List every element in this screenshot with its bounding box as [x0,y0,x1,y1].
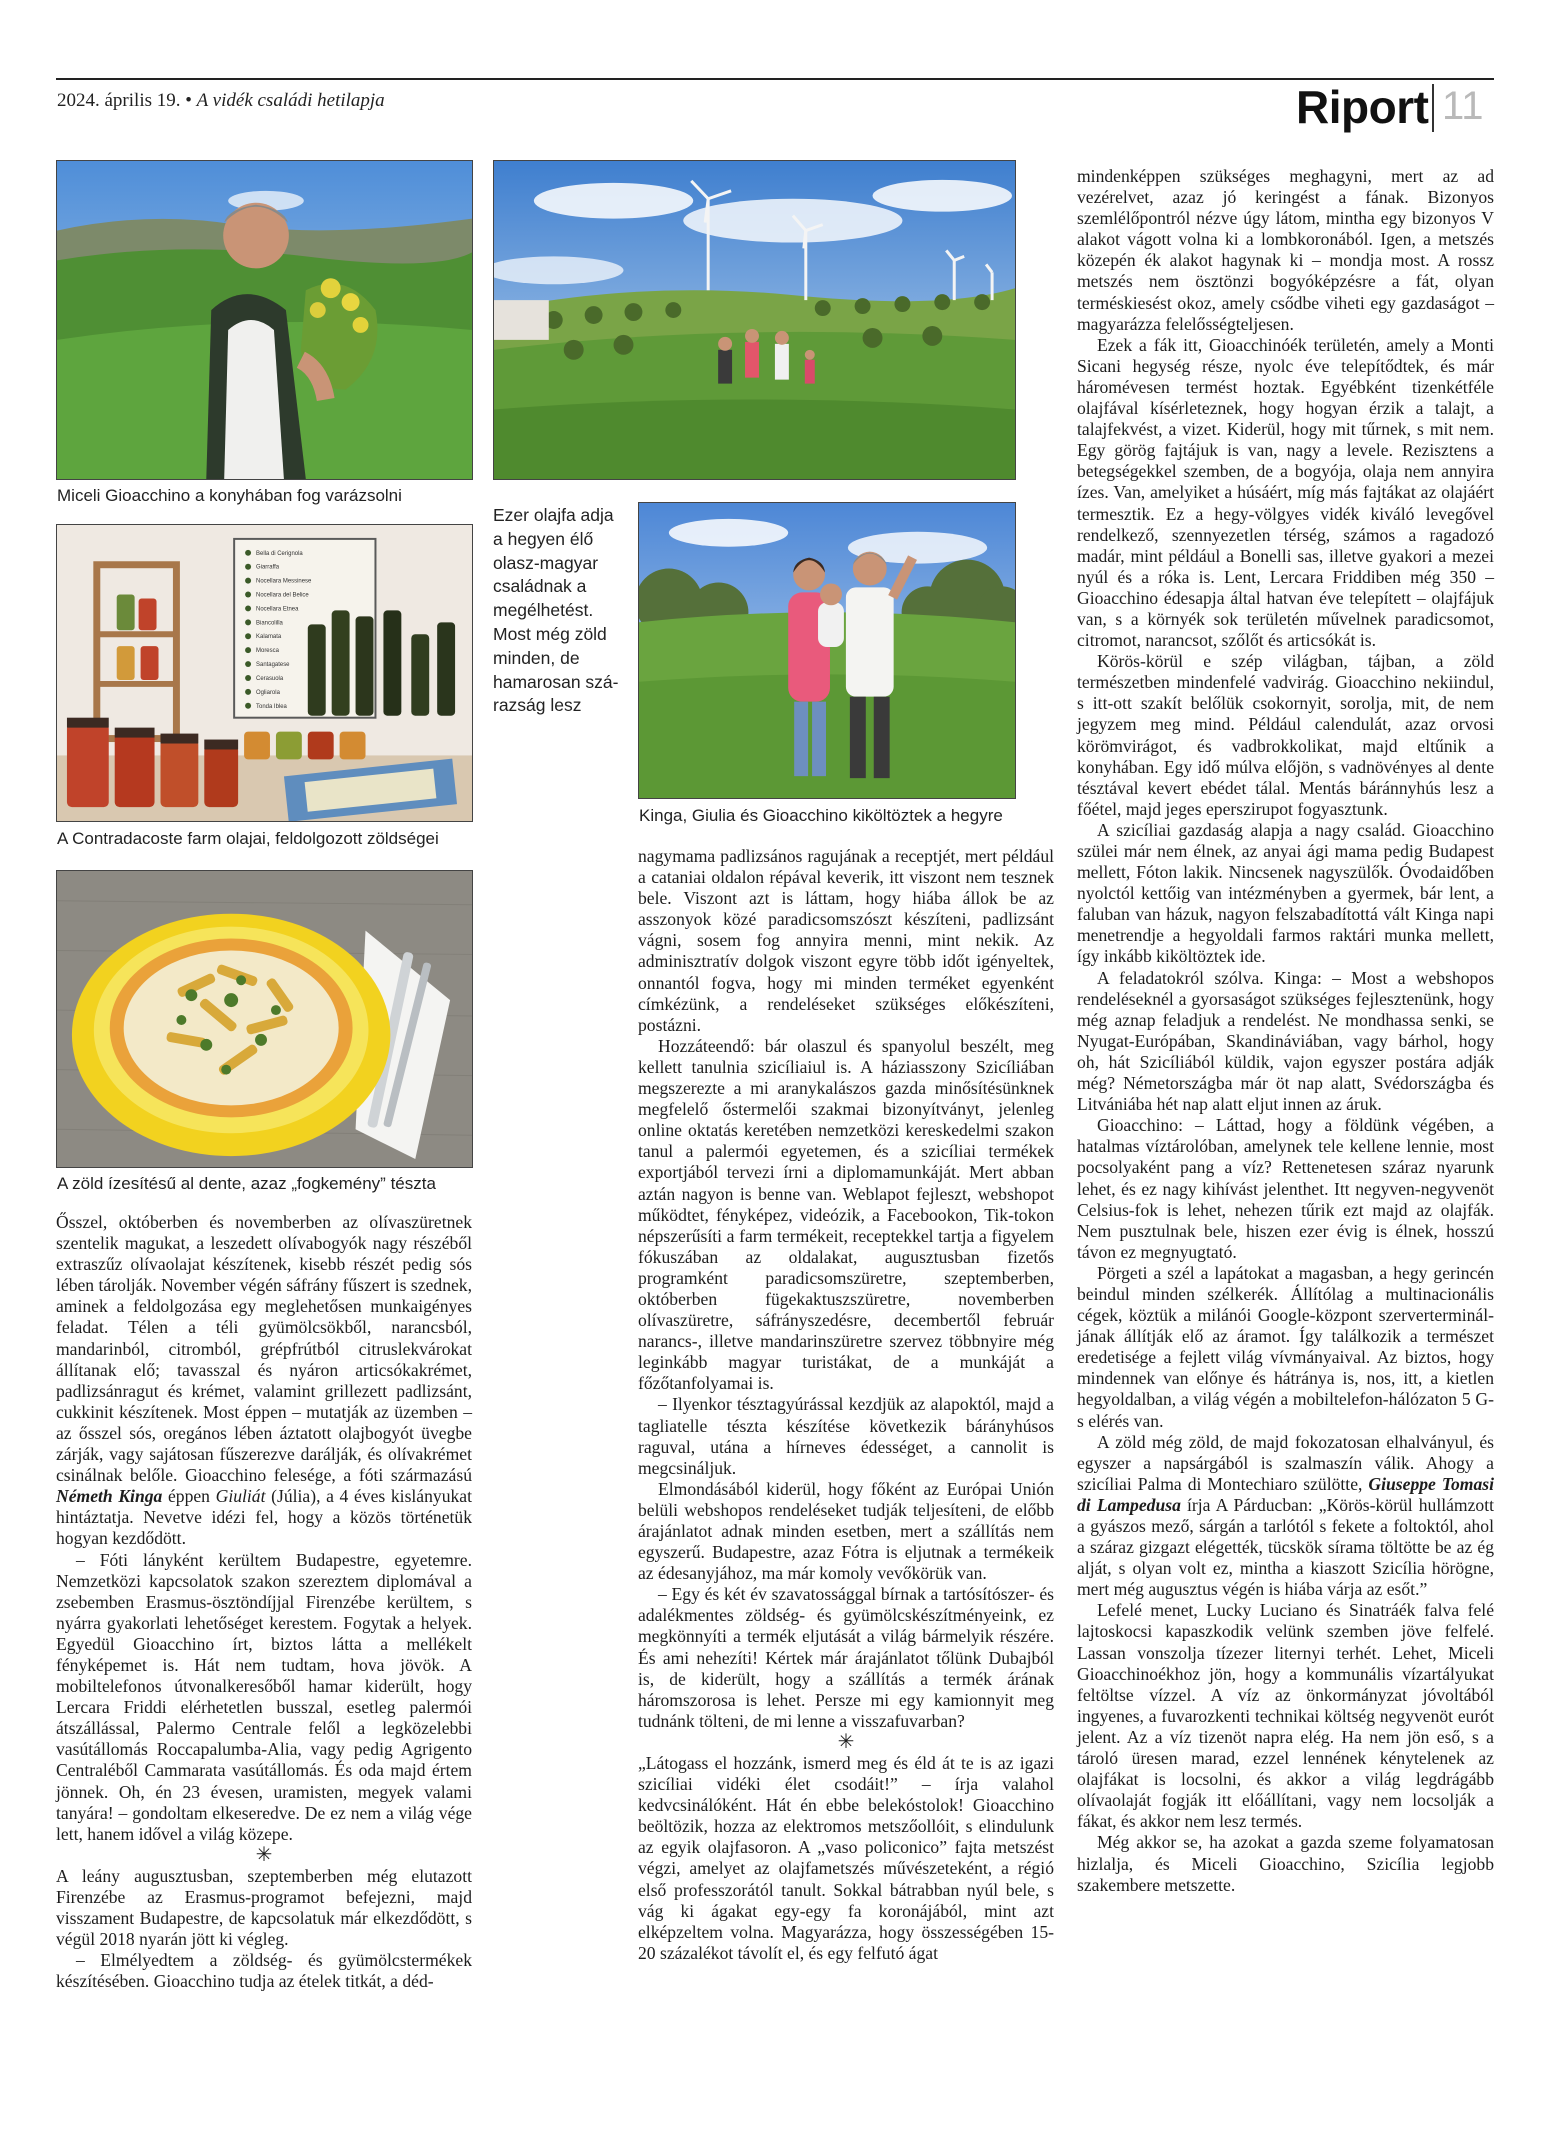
paragraph: Lefelé menet, Lucky Luciano és Sinatráék falva felé lajtoskocsi kapaszkodik velünk szemben jöve felfelé. Lassan vonszolja tízezer liternyi terhét. Lehet, Miceli Gioacchinoékhoz jön, hogy a kommunális vízartályukat feltöltse vízzel. A víz az önkormányzat jóvoltából ingyenes, a fuvarozkenti technikai költség negyvenöt eurót jelent. Az a víz tizenöt napra elég. Ha nem jön eső, s a tároló üresen marad, ezzel lennének kénytelenek az olajfákat is locsolni, és akkor a világ legdrágább olívaolaját fogják itt előállítani, vagy nem locsolják a fákat, és akkor nem lesz termés. [1077,1600,1494,1832]
article-column-3 [1077,166,1494,1896]
paragraph: A feladatokról szólva. Kinga: – Most a webshopos rendeléseknél a gyorsaságot szükséges fejlesztenünk, hogy még aznap feladjuk a rendelést. Ne mondhassa senki, se Nyugat-Európában, Skandináviában, vagy bárhol, hogy oh, hát Szicíliából küldik, vajon egyszer postára adják még? Németországba már öt nap alatt, Svédországba és Litvániába hét nap alatt eljut innen az áruk. [1077,967,1494,1115]
paragraph: Még akkor se, ha azokat a gazda szeme folyamatosan hizlalja, és Miceli Gioacchino, Szicília legjobb szakembere metszette. [1077,1832,1494,1895]
header-rule [56,78,1494,80]
page-number: 11 [1442,84,1484,128]
shelf-label: Cerasuola [256,675,284,682]
paragraph: Elmondásából kiderül, hogy főként az Európai Unión belüli webshopos rendeléseket tudják teljesíteni, de előbb árajánlatot adnak minden esetben, mert a szállítás nem egyszerű. Budapestre, azaz Fótra is eljutnak a termékeik az édesanyjához, ma már komoly vevőkörük van. [638,1478,1054,1584]
photo-green-pasta [56,870,473,1168]
issue-date: 2024. április 19. [57,90,181,111]
paragraph: Körös-körül e szép világban, tájban, a zöld természetben mindenfelé vadvirág. Gioacchino nekiindul, s itt-ott szakít belőlük csokornyit, sorolja, mit, de nem jegyzem meg mind. Például calendulát, azaz orvosi körömvirágot, és vadbrokkolikat, majd eltűnik a konyhában. Egy idő múlva előjön, s vadnövényes al dente tésztával kevert ebédet tálal. Mentás báránnyhús lesz a főétel, majd jeges eperszirupot fogyasztunk. [1077,651,1494,819]
section-divider: ✳ [837,1730,855,1753]
photo-farm-products [56,524,473,822]
publication-name: A vidék családi hetilapja [196,90,385,111]
section-divider: ✳ [255,1843,273,1866]
shelf-label: Giarraffa [256,564,280,571]
caption-photo-1: Miceli Gioacchino a konyhában fog varázsolni [57,486,402,505]
person-name: Giuseppe Tomasi di Lampedusa [1077,1473,1494,1515]
article-column-1 [56,1212,472,1992]
caption-photo-3: A zöld ízesítésű al dente, azaz „fogkemény” tészta [57,1174,436,1193]
paragraph: – Elmélyedtem a zöldség- és gyümölcstermékek készítésében. Gioacchino tudja az ételek titkát, a déd- [56,1950,472,1992]
shelf-label: Biancolilla [256,620,283,627]
photo-man-with-greens [56,160,473,480]
shelf-label: Nocellara del Belice [256,592,309,599]
paragraph: Pörgeti a szél a lapátokat a magasban, a hegy gerincén beindul minden szélkerék. Állítólag a multinacionális cégek, köztük a milánói Google-központ szervertermináljának állítják elő az áramot. Így találkozik a természet eredetisége a fejlett világ vívmányaival. Az biztos, hogy mindennek van előnye és hátránya is, nos, itt, a kietlen hegyoldalban, a világ végén a mobiltelefon-hálózaton 5 G-s elérés van. [1077,1262,1494,1431]
paragraph: „Látogass el hozzánk, ismerd meg és éld át te is az igazi szicíliai vidéki élet csodáit!” – írja valahol kedvcsinálóként. Hát én ebbe belekóstolok! Gioacchino beöltözik, hozza az elektromos metszőollóit, s elindulunk az egyik olajfasoron. A „vaso policonico” fajta metszést végzi, amelyet az olajfametszés művészeteként, a régió első professzorától tanult. Sokkal bátrabban nyúl bele, s vág ki ágakat egy-egy fa koronájából, mint azt elképzeltem volna. Magyarázza, hogy összességében 15-20 százalékot távolít el, és egy felfutó ágat [638,1752,1054,1963]
paragraph: nagymama padlizsános ragujának a receptjét, mert például a cataniai oldalon répával keverik, itt viszont nem tesznek bele. Viszont azt is láttam, hogy hiába állok be az asszonyok közé paradicsomszószt készíteni, padlizsánt vágni, sosem fog annyira menni, mint nekik. Az adminisztratív dolgok viszont egyre több időt igényeltek, onnantól fogva, hogy mi minden terméket egyenként címkézünk, a rendeléseket szükséges előkészíteni, postázni. [638,846,1054,1035]
side-caption: Ezer olajfa adja a hegyen élő olasz-magyar családnak a megélhetést. Most még zöld minden, de hamarosan szá-razság lesz [493,505,619,716]
shelf-label: Ogliarola [256,689,280,696]
article-column-2 [638,846,1054,1964]
caption-photo-5: Kinga, Giulia és Gioacchino kiköltöztek a hegyre [639,806,1003,825]
paragraph: mindenképpen szükséges meghagyni, mert az ad vezérelvet, azaz jó keringést a fának. Bizonyos szemlélőpontról nézve úgy látom, mintha egy bizonyos V alakot vágott volna ki a lombkoronából. Igen, a metszés közepén ék alakot hagynak ki – mondja most. A rossz metszés nem ösztönzi bogyóképzésre a fát, olyan terméskiesést okoz, amely csődbe viheti egy gazdaságot – magyarázza felelősségteljesen. [1077,166,1494,334]
page-number-divider [1432,84,1434,132]
photo-olive-grove-turbines [493,160,1016,480]
person-name: Németh Kinga [56,1486,163,1507]
paragraph: – Egy és két év szavatossággal bírnak a tartósítószer- és adalékmentes zöldség- és gyümölcskészítményeink, ez megkönnyíti a termék eljutását a világ bármelyik részére. És ami nehezíti! Kértek már árajánlatot tőlünk Dubajból is, de kiderült, hogy a szállítás a termék árának háromszorosa is lehet. Persze mi egy kamionnyit meg tudnánk tölteni, de mi lenne a visszafuvarban? [638,1584,1054,1731]
photo-family [638,502,1016,799]
paragraph: – Ilyenkor tésztagyúrással kezdjük az alapoktól, majd a tagliatelle tészta készítése következik bárányhúsos raguval, utána a hírneves édességet, a cannolit is megcsináljuk. [638,1394,1054,1478]
bullet: • [185,90,192,111]
section-title: Riport [1296,81,1429,133]
shelf-label: Bella di Cerignola [256,550,303,557]
paragraph: A leány augusztusban, szeptemberben még elutazott Firenzébe az Erasmus-programot befejezni, majd visszament Budapestre, de kapcsolatuk már elkezdődött, s végül 2018 nyarán jött ki végleg. [56,1865,472,1950]
shelf-label: Nocellara Messinese [256,578,312,585]
shelf-label: Tonda Iblea [256,703,287,710]
paragraph: Hozzáteendő: bár olaszul és spanyolul beszélt, meg kellett tanulnia szicíliaiul is. A háziasszony Szicíliában megszerezte a mi aranykalászos gazda minősítésünknek megfelelő őstermelői szakmai bizonyítványt, jelenleg online oktatás keretében nemzetközi kereskedelmi szakon tanul a palermói egyetemen, és a szicíliai termékek exportjából tervezi írni a diplomamunkáját. Mert abban aztán nagyon is benne van. Weblapot fejleszt, webshopot működtet, fényképez, videózik, a Facebookon, Tik-tokon népszerűsíti a farm termékeit, receptekkel tartja a figyelem fókuszában az oldalakat, augusztusban fizetős programként paradicsomszüretre, szeptemberben, októberben fügekaktuszszüretre, novemberben olívaszüretre, sáfrányszedésre, decembertől február narancs-, illetve mandarinszüretre szervez többnyire még leginkább magyar turistákat, de a munkáját a főzőtanfolyamai is. [638,1035,1054,1394]
paragraph: – Fóti lányként kerültem Budapestre, egyetemre. Nemzetközi kapcsolatok szakon szereztem diplomával a zsebemben Erasmus-ösztöndíjjal Firenzébe kerültem, s nyárra gyakorlati lehetőséget kerestem. Fogytak a helyek. Egyedül Gioacchino írt, biztos látta a mellékelt fényképemet is. Hát nem tudtam, hova jövök. A mobiltelefonos útvonalkeresőből hamar kiderült, hogy Lercara Friddi elérhetetlen busszal, esetleg palermói átszállással, Palermo Centrale felől a legközelebbi vasútállomás Roccapalumba-Alia, vagy pedig Agrigento Centraléből Cammarata vasútállomás. És oda majd értem jönnek. Oh, én 23 évesen, uramisten, megyek valami tanyára! – gondoltam elkeseredve. De ez nem a világ vége lett, hanem idővel a világ közepe. [56,1549,472,1844]
person-name: Giuliát [215,1486,266,1507]
dateline [57,90,385,112]
paragraph: Ezek a fák itt, Gioacchinóék területén, amely a Monti Sicani hegység része, nyolc éve telepítődtek, és már háromévesen termést hoztak. Egyébként tizenkétféle olajfával kísérleteznek, hogy hogyan érzik a talajt, a talajfekvést, a vizet. Kiderül, hogy mit tűrnek, s mit nem. Egy görög fajtájuk is van, nagy a levele. Rezisztens a betegségekkel szemben, de a bogyója, olaja nem annyira ízes. Van, amelyiket a húsáért, míg más fajtákat az olajáért termesztik. Ez a hegy-völgyes vidék kiváló levegővel rendelkező, szennyezetlen térség, számos a ragadozó madár, mint például a Bonelli sas, illetve gyakori a mezei nyúl és a róka is. Lent, Lercara Friddiben még 350 – Gioacchino édesapja által hatvan éve telepített – olajfájuk van, s a környék sok területén művelnek paradicsomot, citromot, narancsot, szőlőt és articsókát is. [1077,334,1494,651]
paragraph: A szicíliai gazdaság alapja a nagy család. Gioacchino szülei már nem élnek, az anyai ági mama pedig Budapest mellett, Fóton lakik. Nincsenek nagyszülők. Óvodaidőben nyolctól kettőig van intézményben a gyermek, bár lent, a faluban van házuk, nagyon felszabadítottá vált Kinga napi menetrendje a hegyoldali farmos raktári munka mellett, így inkább kiköltöztek ide. [1077,819,1494,967]
shelf-label: Moresca [256,648,279,655]
paragraph: A zöld még zöld, de majd fokozatosan elhalványul, és egyszer a napsárgából is szalmaszín válik. Ahogy a szicíliai Palma di Montechiaro szülötte, Giuseppe Tomasi di Lampedusa írja A Párducban: „Körös-körül hullámzott a gyászos mező, sárgán a tarlótól s fekete a foltoktól, ahol a száraz gizgazt elégették, tücskök sírama töltötte be az ég alját, s olyan volt ez, mintha a kiaszott Szicília hörögne, mert még augusztus végén is hiába várja az esőt.” [1077,1431,1494,1600]
paragraph: Ősszel, októberben és novemberben az olívaszüretnek szentelik magukat, a leszedett olívabogyók nagy részéből extraszűz olívaolajat készítenek, kisebb részét pedig sós lében tárolják. November végén sáfrány fűszert is szednek, aminek a feldolgozása egy meglehetősen munkaigényes feladat. Télen a téli gyümölcsökből, narancsból, mandarinból, citromból, grépfrútból citruslekvárokat állítanak elő; tavasszal és nyáron articsókakrémet, padlizsánragut és krémet, valamint grillezett padlizsánt, cukkinit készítenek. Most éppen – mutatják az üzemben – az ősszel sós, oregános lében áztatott olajbogyót üvegbe zárják, vagy sajátosan fűszerezve darálják, és olívakrémet csinálnak belőle. Gioacchino felesége, a fóti származású Németh Kinga éppen Giuliát (Júlia), a 4 éves kislányukat hintáztatja. Nevetve idézi fel, hogy a közös történetük hogyan kezdődött. [56,1212,472,1549]
shelf-label: Santagatese [256,662,290,669]
shelf-label: Kalamata [256,634,282,641]
paragraph: Gioacchino: – Láttad, hogy a földünk végében, a hatalmas víztárolóban, amelynek tele kellene lennie, most pocsolyaként pang a víz? Rettenetesen száraz nyarunk lehet, és ez nagy kihívást jelenthet. Itt negyven-negyvenöt Celsius-fok is lehet, nehezen tűrik ezt majd az olajfák. Nem pusztulnak bele, hiszen ezer évig is élnek, hosszú távon ez megnyugtató. [1077,1115,1494,1262]
shelf-label: Nocellara Etnea [256,606,299,613]
caption-photo-2: A Contradacoste farm olajai, feldolgozott zöldségei [57,829,439,848]
